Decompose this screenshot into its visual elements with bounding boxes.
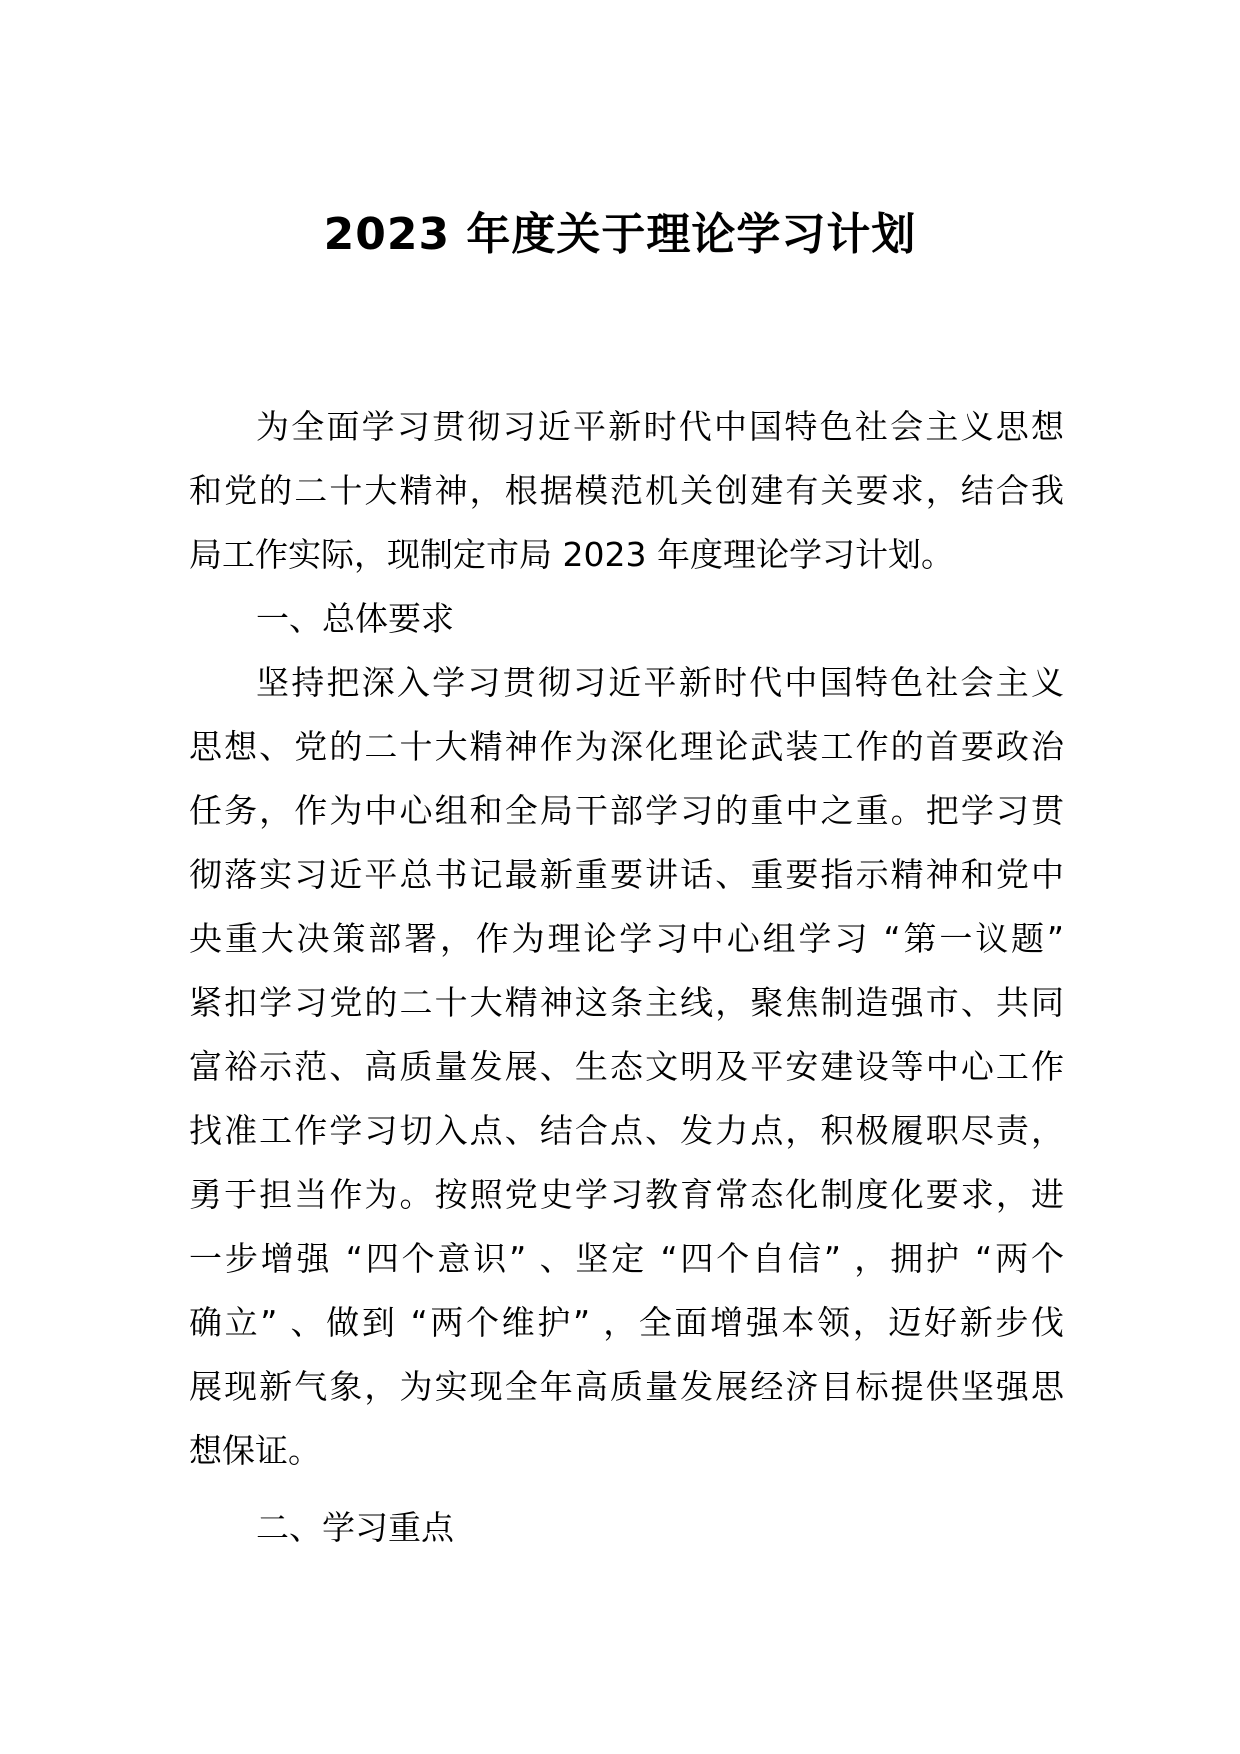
section1-line-11: 确立” 、做到 “两个维护” ，全面增强本领，迈好新步伐 [189, 1303, 1064, 1342]
section1-line-10: 一步增强 “四个意识” 、坚定 “四个自信” ，拥护 “两个 [189, 1239, 1064, 1278]
section1-line-1: 坚持把深入学习贯彻习近平新时代中国特色社会主义 [256, 663, 1064, 702]
section1-line-13: 想保证。 [189, 1431, 321, 1470]
intro-line-2: 和党的二十大精神，根据模范机关创建有关要求，结合我 [189, 471, 1064, 510]
section1-heading: 一、总体要求 [256, 599, 454, 638]
intro-line-1: 为全面学习贯彻习近平新时代中国特色社会主义思想 [256, 407, 1064, 446]
section1-line-9: 勇于担当作为。按照党史学习教育常态化制度化要求，进 [189, 1175, 1064, 1214]
section2-heading: 二、学习重点 [256, 1508, 454, 1547]
section1-line-6: 紧扣学习党的二十大精神这条主线，聚焦制造强市、共同 [189, 983, 1064, 1022]
intro-line-3: 局工作实际，现制定市局 2023 年度理论学习计划。 [189, 535, 954, 574]
section1-line-3: 任务，作为中心组和全局干部学习的重中之重。把学习贯 [189, 791, 1064, 830]
document-title: 2023 年度关于理论学习计划 [323, 209, 917, 260]
section1-line-7: 富裕示范、高质量发展、生态文明及平安建设等中心工作 [189, 1047, 1064, 1086]
section1-line-2: 思想、党的二十大精神作为深化理论武装工作的首要政治 [189, 727, 1064, 766]
section1-line-5: 央重大决策部署，作为理论学习中心组学习 “第一议题” [189, 919, 1064, 958]
section1-line-12: 展现新气象，为实现全年高质量发展经济目标提供坚强思 [189, 1367, 1064, 1406]
section1-line-8: 找准工作学习切入点、结合点、发力点，积极履职尽责， [189, 1111, 1064, 1150]
section1-line-4: 彻落实习近平总书记最新重要讲话、重要指示精神和党中 [189, 855, 1064, 894]
